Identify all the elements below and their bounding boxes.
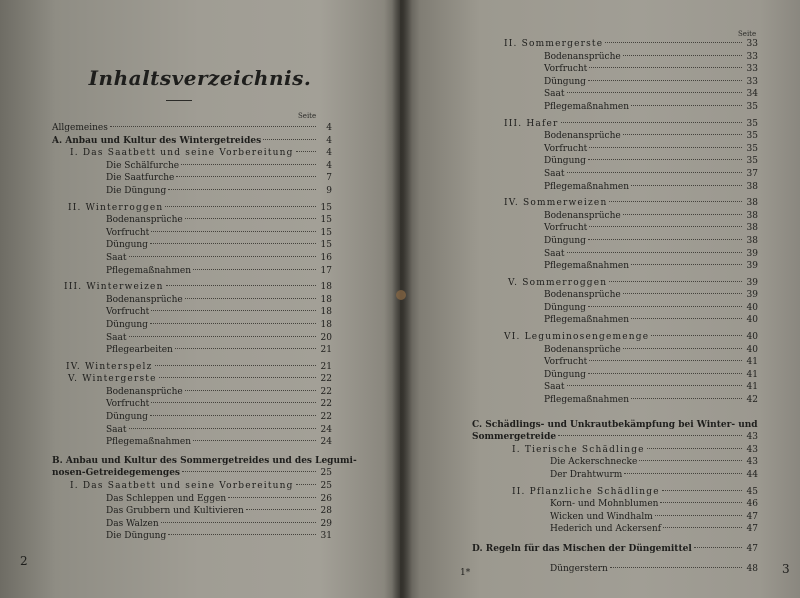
toc-page-number: 37 [746,168,758,179]
paper-stain [396,290,406,300]
toc-entry [504,331,758,344]
toc-page-number: 9 [326,185,332,196]
toc-page-number: 41 [746,357,758,368]
toc-entry-label: Saat [106,332,127,343]
toc-entry-label: Düngung [544,156,586,167]
toc-entry [504,181,758,194]
toc-page-number: 15 [320,227,332,238]
toc-entry-label: Vorfrucht [544,64,588,75]
toc-page-number: 18 [320,307,332,318]
dot-leader [193,269,316,270]
dot-leader [647,448,742,449]
toc-entry-label: IV. Sommerweizen [504,198,608,209]
toc-entry [504,289,758,302]
dot-leader [623,293,742,294]
toc-page-number: 15 [320,240,332,251]
toc-page-number: 21 [320,361,332,372]
toc-section-entry [52,455,357,480]
toc-entry [52,122,332,135]
dot-leader [181,164,316,165]
toc-entry [504,51,758,64]
toc-entry-label: Vorfrucht [106,399,150,410]
dot-leader [129,428,316,429]
toc-entry-label: Bodenansprüche [544,51,621,62]
toc-page-number: 39 [746,248,758,259]
toc-entry-label: II. Pflanzliche Schädlinge [512,486,660,497]
toc-page-number: 4 [326,135,332,146]
toc-section-label-line2: nosen-Getreidegemenges [52,468,180,479]
toc-entry [504,260,758,273]
toc-entry-label: V. Sommerroggen [508,277,608,288]
toc-entry-label: Saat [544,168,565,179]
toc-page-number: 43 [746,432,758,443]
dot-leader [609,201,742,202]
toc-page-number: 41 [746,369,758,380]
dot-leader [631,318,742,319]
toc-page-number: 39 [746,261,758,272]
toc-entry [52,436,332,449]
dot-leader [151,402,316,403]
toc-page-number: 15 [320,202,332,213]
toc-entry [52,493,332,506]
toc-page-number: 48 [746,563,758,574]
toc-entry [472,543,758,556]
dot-leader [151,231,316,232]
toc-entry [504,344,758,357]
dot-leader [631,105,742,106]
toc-page-number: 22 [320,399,332,410]
toc-page-number: 38 [746,198,758,209]
dot-leader [588,80,742,81]
toc-page-number: 26 [320,493,332,504]
toc-entry [52,411,332,424]
toc-entry [52,398,332,411]
toc-entry [504,369,758,382]
toc-page-number: 38 [746,210,758,221]
dot-leader [182,471,316,472]
dot-leader [651,335,742,336]
dot-leader [639,460,742,461]
toc-right [472,38,758,575]
dot-leader [296,151,316,152]
toc-page-number: 31 [320,531,332,542]
toc-entry-label: Vorfrucht [106,227,150,238]
toc-entry [504,143,758,156]
title-rule [166,100,192,101]
toc-page-number: 38 [746,181,758,192]
toc-entry-label: Düngung [106,412,148,423]
toc-entry [52,480,332,493]
toc-entry-label: Bodenansprüche [106,294,183,305]
dot-leader [662,490,742,491]
toc-entry [504,302,758,315]
toc-entry [52,386,332,399]
toc-entry [504,563,758,576]
toc-entry-label: Das Grubbern und Kultivieren [106,506,244,517]
toc-entry [52,147,332,160]
dot-leader [193,440,316,441]
toc-page-number: 40 [746,302,758,313]
toc-page-number: 17 [320,265,332,276]
toc-entry [504,222,758,235]
toc-entry [52,344,332,357]
toc-entry [52,361,332,374]
toc-entry-label: Vorfrucht [106,307,150,318]
dot-leader [185,390,316,391]
dot-leader [609,281,742,282]
toc-page-number: 38 [746,235,758,246]
toc-entry [52,294,332,307]
toc-entry [52,332,332,345]
toc-page-number: 28 [320,506,332,517]
toc-entry-label: Wicken und Windhalm [550,511,653,522]
dot-leader [129,336,316,337]
toc-left [52,122,357,543]
toc-page-number: 38 [746,223,758,234]
toc-section-label-line1: B. Anbau und Kultur des Sommergetreides und des Legumi- [52,455,357,466]
toc-page-number: 43 [746,444,758,455]
dot-leader [663,527,742,528]
toc-entry-label: V. Wintergerste [68,374,157,385]
toc-entry-label: Düngung [544,76,586,87]
toc-page-number: 41 [746,382,758,393]
toc-page-number: 47 [746,543,758,554]
toc-page-number: 33 [746,51,758,62]
toc-entry-label: II. Winterroggen [68,202,164,213]
toc-entry-label: Bodenansprüche [106,386,183,397]
toc-page-number: 33 [746,76,758,87]
toc-entry [504,197,758,210]
toc-entry-label: Düngerstern [550,563,608,574]
toc-entry-label: Allgemeines [52,123,108,133]
dot-leader [589,147,742,148]
dot-leader [660,502,742,503]
toc-entry-label: Düngung [106,240,148,251]
toc-page-number: 22 [320,412,332,423]
toc-entry [52,202,332,215]
toc-entry-label: Saat [106,424,127,435]
dot-leader [588,239,742,240]
seite-label-left: Seite [298,112,317,120]
toc-entry [504,63,758,76]
toc-entry [504,76,758,89]
toc-entry-label: III. Hafer [504,118,559,129]
toc-section-label-line2: Sommergetreide [472,432,557,443]
toc-page-number: 40 [746,315,758,326]
dot-leader [165,206,316,207]
toc-entry [504,210,758,223]
toc-entry [504,469,758,482]
dot-leader [185,298,316,299]
dot-leader [623,348,742,349]
toc-page-number: 25 [320,481,332,492]
toc-entry [504,130,758,143]
toc-page-number: 42 [746,395,758,406]
dot-leader [246,509,316,510]
dot-leader [589,360,742,361]
toc-page-number: 4 [326,123,332,133]
toc-page-number: 33 [746,39,758,49]
dot-leader [567,92,742,93]
toc-page-number: 45 [746,486,758,497]
toc-page-number: 16 [320,252,332,263]
toc-page-number: 35 [746,131,758,142]
toc-entry [504,511,758,524]
toc-page-number: 21 [320,345,332,356]
toc-entry [504,235,758,248]
seite-label-right: Seite [738,30,757,38]
dot-leader [623,55,742,56]
dot-leader [588,373,742,374]
folio-left: 2 [20,554,28,568]
toc-entry-label: I. Das Saatbett und seine Vorbereitung [70,148,294,159]
toc-page-number: 24 [320,424,332,435]
toc-entry [504,118,758,131]
dot-leader [161,522,316,523]
dot-leader [588,306,742,307]
toc-page-number: 29 [320,518,332,529]
dot-leader [185,218,316,219]
toc-entry [504,381,758,394]
dot-leader [567,172,742,173]
toc-entry-label: Die Düngung [106,531,167,542]
toc-entry-label: I. Das Saatbett und seine Vorbereitung [70,481,294,492]
toc-entry [52,518,332,531]
toc-page-number: 18 [320,319,332,330]
dot-leader [631,264,742,265]
toc-entry-label: Düngung [544,235,586,246]
toc-entry [52,424,332,437]
toc-page-number: 40 [746,344,758,355]
toc-entry [52,135,332,148]
dot-leader [129,256,316,257]
toc-page-number: 22 [320,386,332,397]
toc-page-number: 35 [746,143,758,154]
toc-page-number: 43 [746,457,758,468]
toc-page-number: 34 [746,89,758,100]
toc-entry [52,185,332,198]
toc-entry-label: Saat [544,248,565,259]
toc-entry [52,530,332,543]
toc-entry-label: Pflegemaßnahmen [544,395,629,406]
dot-leader [589,67,742,68]
dot-leader [605,42,742,43]
toc-entry [52,214,332,227]
dot-leader [166,285,316,286]
dot-leader [176,176,316,177]
toc-entry [504,356,758,369]
toc-entry [504,523,758,536]
dot-leader [228,497,316,498]
toc-entry-label: Bodenansprüche [544,344,621,355]
toc-page-number: 39 [746,277,758,288]
toc-entry-label: Das Schleppen und Eggen [106,493,227,504]
toc-entry [504,101,758,114]
toc-entry-label: IV. Winterspelz [66,361,153,372]
toc-page-number: 15 [320,215,332,226]
dot-leader [610,567,742,568]
toc-entry-label: Bodenansprüche [106,215,183,226]
toc-page-number: 7 [326,173,332,184]
toc-entry [52,281,332,294]
dot-leader [655,515,742,516]
dot-leader [631,398,742,399]
toc-entry-label: Saat [544,382,565,393]
toc-entry [52,505,332,518]
toc-section-label-line1: C. Schädlings- und Unkrautbekämpfung bei Winter- und [472,419,758,430]
toc-entry-label: Pflegearbeiten [106,345,173,356]
toc-entry [52,265,332,278]
toc-entry-label: Pflegemaßnahmen [544,261,629,272]
dot-leader [631,185,742,186]
toc-page-number: 39 [746,290,758,301]
dot-leader [623,214,742,215]
toc-entry [52,160,332,173]
dot-leader [296,484,316,485]
toc-page-number: 4 [326,148,332,159]
toc-entry-label: VI. Leguminosengemenge [504,332,650,343]
toc-entry [504,456,758,469]
toc-entry-label: Pflegemaßnahmen [544,315,629,326]
toc-entry-label: Saat [106,252,127,263]
toc-entry [52,172,332,185]
toc-entry [504,38,758,51]
toc-entry-label: Vorfrucht [544,223,588,234]
dot-leader [150,415,316,416]
toc-entry-label: Düngung [544,369,586,380]
toc-entry-label: Düngung [544,302,586,313]
toc-entry [504,155,758,168]
toc-entry-label: Vorfrucht [544,357,588,368]
toc-page-number: 44 [746,470,758,480]
dot-leader [561,122,742,123]
toc-page-number: 33 [746,64,758,75]
page-title: Inhaltsverzeichnis. [88,66,312,90]
toc-entry [504,486,758,499]
toc-entry-label: A. Anbau und Kultur des Wintergetreides [52,135,262,146]
toc-entry [52,306,332,319]
dot-leader [159,377,316,378]
toc-entry [504,168,758,181]
toc-entry-label: Korn- und Mohnblumen [550,499,659,510]
toc-entry [52,252,332,265]
toc-entry-label: Bodenansprüche [544,131,621,142]
toc-page-number: 46 [746,499,758,510]
dot-leader [263,139,316,140]
dot-leader [694,547,742,548]
dot-leader [150,323,316,324]
toc-entry-label: Bodenansprüche [544,290,621,301]
dot-leader [624,473,742,474]
toc-entry-label: Vorfrucht [544,143,588,154]
toc-entry-label: Bodenansprüche [544,210,621,221]
toc-entry-label: Der Drahtwurm [550,470,623,480]
toc-entry-label: I. Tierische Schädlinge [512,444,645,455]
toc-entry [52,373,332,386]
toc-page-number: 25 [320,468,332,479]
toc-page-number: 22 [320,374,332,385]
dot-leader [150,243,316,244]
toc-entry-label: D. Regeln für das Mischen der Düngemittel [472,543,692,554]
toc-entry [504,248,758,261]
dot-leader [558,435,742,436]
toc-entry-label: Düngung [106,319,148,330]
toc-page-number: 47 [746,511,758,522]
dot-leader [567,252,742,253]
dot-leader [588,159,742,160]
toc-entry-label: Die Ackerschnecke [550,457,638,468]
toc-entry [504,394,758,407]
toc-page-number: 18 [320,294,332,305]
toc-page-number: 20 [320,332,332,343]
toc-entry [504,444,758,457]
dot-leader [110,126,316,127]
toc-entry-label: Die Düngung [106,185,167,196]
toc-entry-label: Die Schälfurche [106,160,180,171]
signature-mark: 1* [460,568,471,578]
toc-entry-label: Die Saatfurche [106,173,175,184]
dot-leader [168,189,316,190]
toc-page-number: 35 [746,118,758,129]
dot-leader [623,134,742,135]
toc-entry-label: Pflegemaßnahmen [106,265,191,276]
dot-leader [589,226,742,227]
toc-page-number: 35 [746,156,758,167]
toc-entry-label: II. Sommergerste [504,39,604,49]
dot-leader [151,310,316,311]
toc-page-number: 35 [746,101,758,112]
dot-leader [567,385,742,386]
toc-page-number: 18 [320,282,332,293]
toc-entry-label: Saat [544,89,565,100]
dot-leader [155,365,316,366]
toc-entry-label: Hederich und Ackersenf [550,524,662,535]
toc-entry-label: Pflegemaßnahmen [106,437,191,448]
toc-entry-label: Pflegemaßnahmen [544,181,629,192]
toc-entry-label: Das Walzen [106,518,159,529]
dot-leader [168,534,316,535]
right-page [400,0,800,598]
toc-entry [52,227,332,240]
folio-right: 3 [782,562,790,576]
toc-page-number: 24 [320,437,332,448]
toc-entry [504,88,758,101]
toc-entry-label: Pflegemaßnahmen [544,101,629,112]
toc-page-number: 40 [746,332,758,343]
toc-section-entry [472,419,758,444]
toc-entry [504,314,758,327]
toc-page-number: 4 [326,160,332,171]
toc-entry [504,277,758,290]
toc-entry-label: III. Winterweizen [64,282,164,293]
toc-entry [504,498,758,511]
toc-page-number: 47 [746,524,758,535]
toc-entry [52,239,332,252]
toc-entry [52,319,332,332]
dot-leader [175,348,316,349]
